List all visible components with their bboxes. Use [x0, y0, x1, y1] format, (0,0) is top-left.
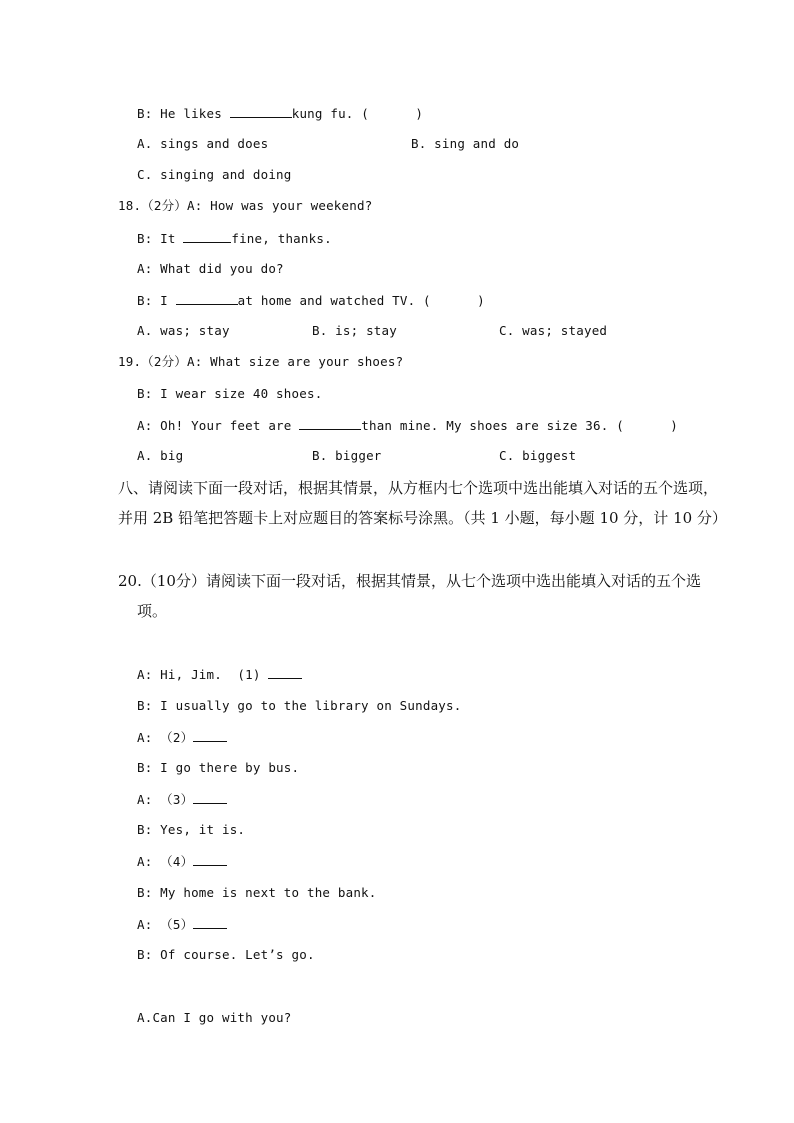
answer-blank[interactable] — [299, 417, 361, 430]
section8-instruction-line1: 八、请阅读下面一段对话，根据其情景，从方框内七个选项中选出能填入对话的五个选项， — [118, 479, 719, 497]
answer-blank[interactable] — [176, 292, 238, 305]
dialogue-line-10: B: Of course. Let’s go. — [137, 947, 315, 962]
q17-option-b: B. sing and do — [411, 136, 520, 151]
q18-a2: A: What did you do? — [137, 261, 284, 276]
q20-option-a: A.Can I go with you? — [137, 1010, 292, 1025]
q18-b1: B: It fine, thanks. — [137, 231, 332, 246]
q19-option-c: C. biggest — [499, 448, 577, 463]
q18-option-a: A. was; stay — [137, 323, 230, 338]
dialogue-line-5: A: （3） — [137, 791, 227, 808]
q18-b2: B: I at home and watched TV. ( ) — [137, 293, 485, 308]
dialogue-line-1: A: Hi, Jim. (1) — [137, 666, 302, 683]
q17-b-line: B: He likes kung fu. ( ) — [137, 106, 424, 121]
q19-option-a: A. big — [137, 448, 184, 463]
dialogue-line-3: A: （2） — [137, 729, 227, 746]
q18-stem: 18.（2分）A: How was your weekend? — [118, 198, 373, 213]
answer-blank[interactable] — [193, 853, 227, 866]
q19-b1: B: I wear size 40 shoes. — [137, 386, 323, 401]
dialogue-line-8: B: My home is next to the bank. — [137, 885, 377, 900]
q19-option-b: B. bigger — [312, 448, 382, 463]
answer-blank[interactable] — [193, 916, 227, 929]
q17-option-a: A. sings and does — [137, 136, 269, 151]
answer-blank[interactable] — [230, 105, 292, 118]
q19-a2: A: Oh! Your feet are than mine. My shoes are size 36. ( ) — [137, 418, 679, 433]
q18-option-c: C. was; stayed — [499, 323, 608, 338]
answer-blank[interactable] — [193, 729, 227, 742]
dialogue-line-7: A: （4） — [137, 853, 227, 870]
dialogue-line-2: B: I usually go to the library on Sundays. — [137, 698, 462, 713]
q20-stem-line2: 项。 — [137, 602, 168, 620]
q18-option-b: B. is; stay — [312, 323, 397, 338]
dialogue-line-6: B: Yes, it is. — [137, 822, 246, 837]
q17-option-c: C. singing and doing — [137, 167, 292, 182]
section8-instruction-line2: 并用 2B 铅笔把答题卡上对应题目的答案标号涂黑。（共 1 小题，每小题 10 分，计 10 分） — [118, 509, 727, 527]
answer-blank[interactable] — [193, 791, 227, 804]
answer-blank[interactable] — [183, 230, 231, 243]
answer-blank[interactable] — [268, 666, 302, 679]
q19-stem: 19.（2分）A: What size are your shoes? — [118, 354, 404, 369]
q20-stem-line1: 20.（10分）请阅读下面一段对话，根据其情景，从七个选项中选出能填入对话的五个选 — [118, 572, 701, 590]
dialogue-line-4: B: I go there by bus. — [137, 760, 300, 775]
dialogue-line-9: A: （5） — [137, 916, 227, 933]
